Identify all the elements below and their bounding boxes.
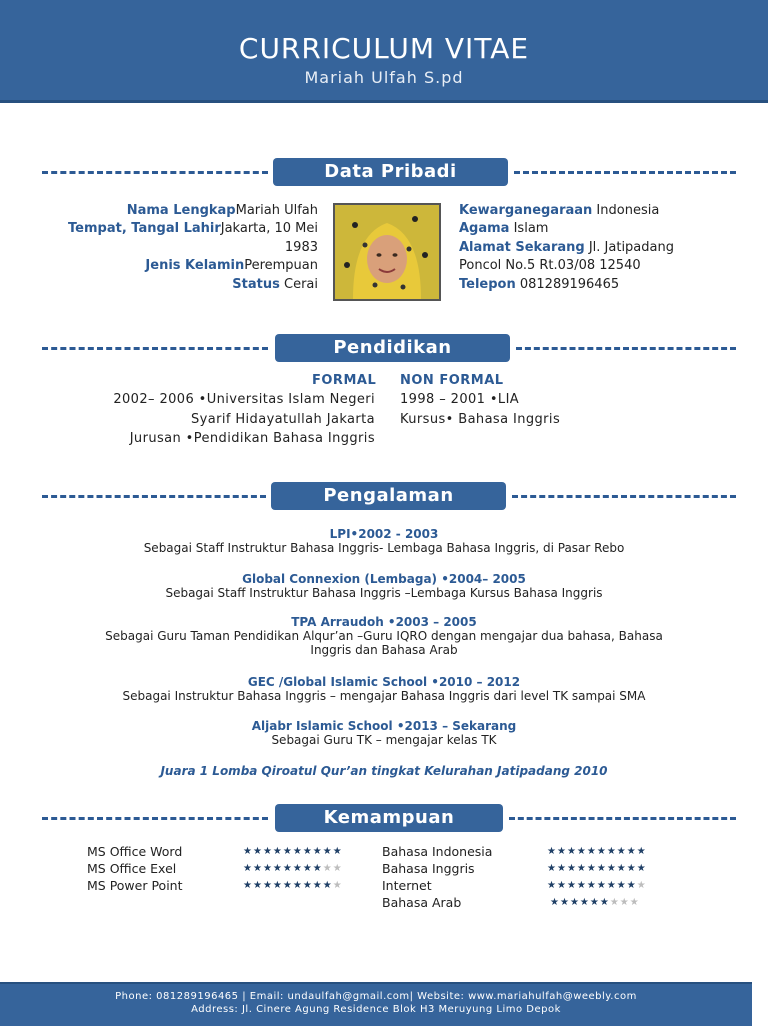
experience-item [40, 572, 728, 600]
divider-left [42, 171, 268, 174]
skills-right-names [382, 843, 492, 911]
experience-title: GEC /Global Islamic School •2010 – 2012 [247, 675, 521, 689]
star-empty-icon: ★ [609, 897, 620, 908]
star-filled-icon: ★ [547, 880, 557, 891]
education-line: Syarif Hidayatullah Jakarta [190, 411, 375, 427]
star-filled-icon: ★ [596, 863, 607, 874]
skill-name: Internet [382, 878, 432, 893]
section-pendidikan [42, 334, 736, 362]
star-filled-icon: ★ [556, 880, 567, 891]
star-filled-icon: ★ [272, 846, 283, 857]
skill-name: MS Power Point [87, 878, 183, 893]
star-filled-icon: ★ [243, 863, 253, 874]
star-empty-icon: ★ [636, 880, 647, 891]
star-filled-icon: ★ [586, 880, 597, 891]
star-filled-icon: ★ [252, 880, 263, 891]
experience-desc: Sebagai Guru Taman Pendidikan Alqur’an –Guru IQRO dengan mengajar dua bahasa, Bahasa [105, 629, 663, 643]
personal-row: Agama Islam [459, 221, 549, 237]
education-line: Kursus• Bahasa Inggris [400, 411, 561, 427]
star-filled-icon: ★ [576, 846, 587, 857]
divider-right [516, 347, 736, 350]
star-empty-icon: ★ [332, 863, 343, 874]
star-filled-icon: ★ [292, 863, 303, 874]
skills-right-ratings [547, 843, 647, 911]
star-filled-icon: ★ [312, 880, 323, 891]
star-filled-icon: ★ [282, 863, 293, 874]
profile-photo [333, 203, 441, 301]
star-filled-icon: ★ [606, 863, 617, 874]
star-filled-icon: ★ [616, 863, 627, 874]
star-filled-icon: ★ [566, 846, 577, 857]
section-title: Data Pribadi [273, 158, 508, 186]
star-filled-icon: ★ [322, 880, 333, 891]
star-filled-icon: ★ [576, 880, 587, 891]
star-filled-icon: ★ [272, 880, 283, 891]
experience-item [40, 675, 728, 703]
section-title: Pengalaman [271, 482, 506, 510]
star-filled-icon: ★ [302, 863, 313, 874]
skill-rating [243, 843, 343, 860]
star-filled-icon: ★ [556, 863, 567, 874]
cv-title: CURRICULUM VITAE [238, 32, 530, 65]
experience-item [40, 719, 728, 747]
education-nonformal-label: NON FORMAL [400, 373, 504, 388]
cv-header [0, 0, 768, 103]
star-filled-icon: ★ [302, 846, 313, 857]
personal-row: Tempat, Tangal LahirJakarta, 10 Mei [68, 221, 318, 237]
skill-rating [243, 877, 343, 894]
personal-row: Alamat Sekarang Jl. Jatipadang [459, 239, 674, 255]
award-text: Juara 1 Lomba Qiroatul Qur’an tingkat Kelurahan Jatipadang 2010 [160, 764, 608, 778]
star-filled-icon: ★ [586, 863, 597, 874]
star-empty-icon: ★ [629, 897, 640, 908]
divider-left [42, 817, 268, 820]
star-filled-icon: ★ [547, 863, 557, 874]
skill-name: Bahasa Inggris [382, 861, 475, 876]
personal-row: Status Cerai [232, 276, 318, 292]
star-filled-icon: ★ [312, 863, 323, 874]
personal-right [459, 202, 739, 294]
skills-left-ratings [243, 843, 343, 894]
star-filled-icon: ★ [606, 846, 617, 857]
experience-desc: Inggris dan Bahasa Arab [310, 643, 458, 657]
star-filled-icon: ★ [547, 846, 557, 857]
star-filled-icon: ★ [636, 846, 647, 857]
skill-name: Bahasa Arab [382, 895, 462, 910]
experience-desc: Sebagai Guru TK – mengajar kelas TK [271, 733, 497, 747]
star-filled-icon: ★ [262, 863, 273, 874]
skill-rating [243, 860, 343, 877]
education-formal-label: FORMAL [312, 373, 377, 388]
star-filled-icon: ★ [599, 897, 610, 908]
star-filled-icon: ★ [282, 846, 293, 857]
section-title: Kemampuan [275, 804, 503, 832]
personal-row: 1983 [284, 239, 318, 255]
experience-desc: Sebagai Staff Instruktur Bahasa Inggris- Lembaga Bahasa Inggris, di Pasar Rebo [143, 541, 625, 555]
star-filled-icon: ★ [332, 846, 343, 857]
education-line: Jurusan •Pendidikan Bahasa Inggris [129, 431, 375, 446]
star-filled-icon: ★ [626, 863, 637, 874]
star-filled-icon: ★ [282, 880, 293, 891]
star-filled-icon: ★ [322, 846, 333, 857]
star-filled-icon: ★ [579, 897, 590, 908]
skill-rating [547, 860, 647, 877]
skill-rating [547, 877, 647, 894]
star-filled-icon: ★ [589, 897, 600, 908]
star-filled-icon: ★ [262, 880, 273, 891]
star-filled-icon: ★ [292, 880, 303, 891]
star-filled-icon: ★ [559, 897, 570, 908]
skill-rating [547, 894, 647, 911]
personal-row: Telepon 081289196465 [459, 276, 620, 292]
personal-row: Kewarganegaraan Indonesia [459, 203, 660, 218]
personal-row: Nama LengkapMariah Ulfah [126, 203, 318, 218]
star-empty-icon: ★ [619, 897, 630, 908]
star-filled-icon: ★ [596, 880, 607, 891]
personal-row: Jenis KelaminPerempuan [145, 258, 318, 274]
star-filled-icon: ★ [243, 880, 253, 891]
experience-desc: Sebagai Staff Instruktur Bahasa Inggris –Lembaga Kursus Bahasa Inggris [165, 586, 603, 600]
education-formal [40, 390, 375, 449]
section-data-pribadi [42, 158, 736, 186]
star-filled-icon: ★ [272, 863, 283, 874]
star-filled-icon: ★ [626, 846, 637, 857]
experience-item [40, 615, 728, 657]
star-filled-icon: ★ [636, 863, 647, 874]
personal-left [40, 202, 318, 294]
star-empty-icon: ★ [322, 863, 333, 874]
divider-right [512, 495, 736, 498]
skill-name: MS Office Word [87, 844, 183, 859]
star-filled-icon: ★ [292, 846, 303, 857]
star-filled-icon: ★ [550, 897, 560, 908]
skills-left-names [87, 843, 183, 894]
star-filled-icon: ★ [616, 880, 627, 891]
star-filled-icon: ★ [243, 846, 253, 857]
star-filled-icon: ★ [262, 846, 273, 857]
star-filled-icon: ★ [302, 880, 313, 891]
section-pengalaman [42, 482, 736, 510]
experience-title: Global Connexion (Lembaga) •2004– 2005 [242, 572, 526, 586]
star-filled-icon: ★ [566, 863, 577, 874]
star-filled-icon: ★ [252, 846, 263, 857]
cv-footer [0, 982, 752, 1026]
profile-photo-illustration [335, 205, 439, 299]
education-line: 2002– 2006 •Universitas Islam Negeri [113, 392, 375, 407]
star-filled-icon: ★ [616, 846, 627, 857]
star-filled-icon: ★ [576, 863, 587, 874]
star-filled-icon: ★ [556, 846, 567, 857]
experience-desc: Sebagai Instruktur Bahasa Inggris – mengajar Bahasa Inggris dari level TK sampai SMA [122, 689, 646, 703]
section-title: Pendidikan [275, 334, 510, 362]
star-filled-icon: ★ [252, 863, 263, 874]
skill-rating [547, 843, 647, 860]
star-filled-icon: ★ [586, 846, 597, 857]
section-kemampuan [42, 804, 736, 832]
star-filled-icon: ★ [606, 880, 617, 891]
footer-contact: Phone: 081289196465 | Email: undaulfah@gmail.com| Website: www.mariahulfah@weebly.com [115, 991, 637, 1002]
star-filled-icon: ★ [312, 846, 323, 857]
experience-title: Aljabr Islamic School •2013 – Sekarang [251, 719, 517, 733]
star-empty-icon: ★ [332, 880, 343, 891]
footer-address: Address: Jl. Cinere Agung Residence Blok H3 Meruyung Limo Depok [191, 1004, 561, 1015]
experience-title: LPI•2002 - 2003 [329, 527, 439, 541]
personal-row: Poncol No.5 Rt.03/08 12540 [459, 258, 641, 274]
education-nonformal [400, 390, 700, 429]
divider-left [42, 347, 268, 350]
divider-left [42, 495, 266, 498]
star-filled-icon: ★ [626, 880, 637, 891]
star-filled-icon: ★ [566, 880, 577, 891]
education-line: 1998 – 2001 •LIA [400, 392, 520, 407]
experience-item [40, 527, 728, 555]
divider-right [514, 171, 736, 174]
divider-right [509, 817, 736, 820]
star-filled-icon: ★ [596, 846, 607, 857]
experience-title: TPA Arraudoh •2003 – 2005 [291, 615, 477, 629]
star-filled-icon: ★ [569, 897, 580, 908]
skill-name: Bahasa Indonesia [382, 844, 493, 859]
cv-name: Mariah Ulfah S.pd [304, 68, 464, 87]
skill-name: MS Office Exel [87, 861, 177, 876]
